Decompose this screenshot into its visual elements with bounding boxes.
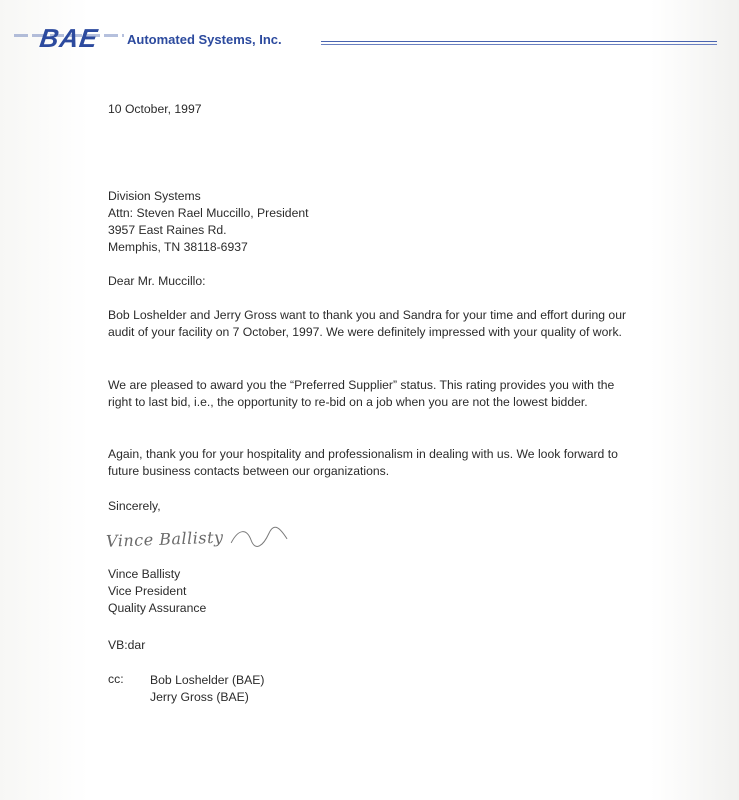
recipient-line-1: Division Systems	[108, 189, 201, 203]
recipient-line-3: 3957 East Raines Rd.	[108, 223, 227, 237]
cc-recipient: Jerry Gross (BAE)	[150, 690, 249, 704]
cc-recipient: Bob Loshelder (BAE)	[150, 673, 265, 687]
signer-title: Vice President	[108, 584, 187, 598]
handwritten-signature	[106, 525, 290, 553]
letter-date: 10 October, 1997	[108, 102, 202, 116]
letterhead-rule	[321, 41, 717, 45]
body-paragraph-1: Bob Loshelder and Jerry Gross want to thank you and Sandra for your time and effort during our audit of your facility on 7 October, 1997. We were definitely impressed with your quality of work.	[108, 308, 627, 339]
company-name: Automated Systems, Inc.	[127, 32, 282, 47]
typist-initials: VB:dar	[108, 638, 146, 652]
recipient-line-4: Memphis, TN 38118-6937	[108, 240, 248, 254]
closing: Sincerely,	[108, 499, 161, 513]
signer-name: Vince Ballisty	[108, 567, 181, 581]
signature-text: Vince Ballisty	[105, 527, 224, 551]
cc-list	[150, 672, 265, 706]
signature-flourish-icon	[229, 525, 290, 549]
bae-logo: BAE	[37, 23, 101, 53]
cc-label: cc:	[108, 672, 124, 686]
body-paragraph-2: We are pleased to award you the “Preferred Supplier” status. This rating provides you with the right to last bid, i.e., the opportunity to re-bid on a job when you are not the lowest bidder.	[108, 378, 615, 409]
body-paragraph-3: Again, thank you for your hospitality and professionalism in dealing with us. We look forward to future business contacts between our organizations.	[108, 447, 618, 478]
salutation: Dear Mr. Muccillo:	[108, 274, 206, 288]
letterhead	[14, 22, 714, 52]
recipient-line-2: Attn: Steven Rael Muccillo, President	[108, 206, 309, 220]
signer-department: Quality Assurance	[108, 601, 207, 615]
